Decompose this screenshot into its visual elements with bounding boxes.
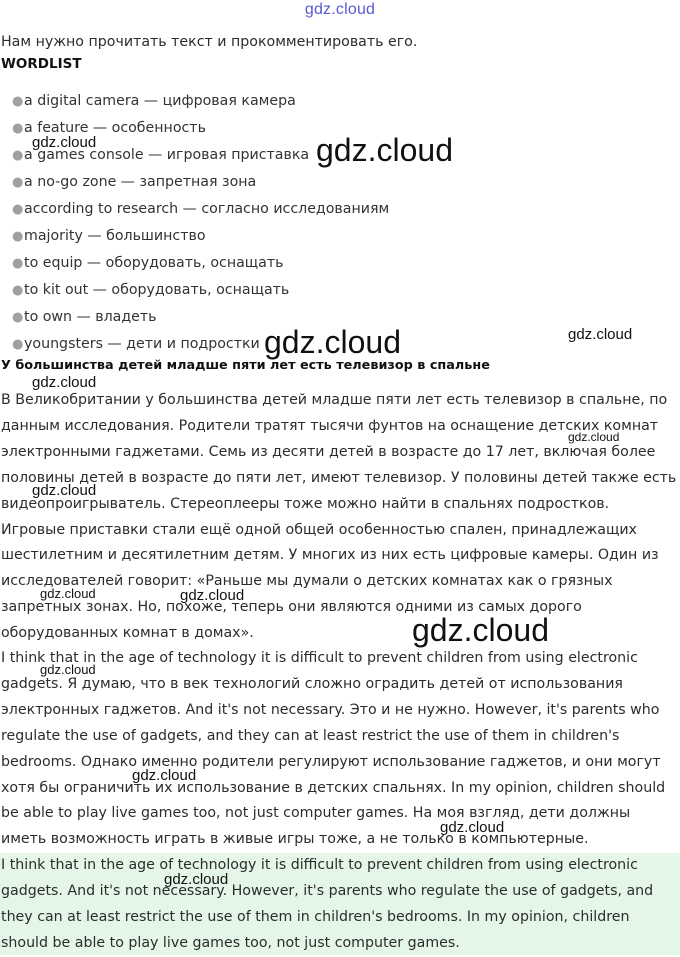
watermark: gdz.cloud — [164, 871, 229, 888]
wordlist-item — [12, 250, 389, 277]
wordlist-item — [12, 331, 389, 358]
wordlist-item-text: a digital camera — цифровая камера — [24, 93, 296, 109]
watermark: gdz.cloud — [132, 767, 197, 784]
watermark: gdz.cloud — [32, 374, 97, 391]
wordlist-item-text: youngsters — дети и подростки — [24, 336, 260, 352]
bullet-icon: ● — [12, 337, 24, 352]
watermark: gdz.cloud — [440, 819, 505, 836]
paragraph-answer: I think that in the age of technology it is difficult to prevent children from using electronic gadgets. And it's not necessary. However, it's parents who regulate the use of gadgets, and they can at least restrict the use of them in children's bedrooms. In my opinion, children should be able to play live games too, not just computer games. — [1, 857, 654, 951]
bullet-icon: ● — [12, 283, 24, 298]
wordlist-item-text: a feature — особенность — [24, 120, 206, 136]
bullet-icon: ● — [12, 94, 24, 109]
wordlist-item — [12, 142, 389, 169]
bullet-icon: ● — [12, 310, 24, 325]
watermark: gdz.cloud — [264, 324, 401, 360]
wordlist — [12, 88, 389, 358]
watermark: gdz.cloud — [316, 132, 453, 168]
wordlist-item-text: a games console — игровая приставка — [24, 147, 310, 163]
wordlist-item-text: to own — владеть — [24, 309, 157, 325]
bullet-icon: ● — [12, 175, 24, 190]
bullet-icon: ● — [12, 202, 24, 217]
watermark: gdz.cloud — [180, 587, 245, 604]
wordlist-item — [12, 196, 389, 223]
bullet-icon: ● — [12, 229, 24, 244]
wordlist-item — [12, 223, 389, 250]
watermark: gdz.cloud — [32, 134, 97, 151]
watermark: gdz.cloud — [568, 430, 620, 444]
wordlist-item — [12, 115, 389, 142]
wordlist-item — [12, 277, 389, 304]
paragraph-russian: В Великобритании у большинства детей младше пяти лет есть телевизор в спальне, по данным исследования. Родители тратят тысячи фунтов на оснащение детских комнат электронными гаджетами. Семь из десяти детей в возрасте до 17 лет, включая более половины детей в возрасте до пяти лет, имеют телевизор. У половины детей также есть видеопроигрыватель. Стереоплееры тоже можно найти в спальнях подростков. Игровые приставки стали ещё одной общей особенностью спален, принадлежащих шестилетним и десятилетним детям. У многих из них есть цифровые камеры. Один из исследователей говорит: «Раньше мы думали о детских комнатах как о грязных запретных зонах. Но, похоже, теперь они являются одними из самых дорого оборудованных комнат в домах». — [1, 392, 677, 642]
wordlist-item — [12, 88, 389, 115]
watermark: gdz.cloud — [40, 662, 96, 677]
bullet-icon: ● — [12, 148, 24, 163]
section-heading: У большинства детей младше пяти лет есть телевизор в спальне — [1, 358, 490, 373]
wordlist-item — [12, 304, 389, 331]
watermark: gdz.cloud — [412, 612, 549, 648]
intro-text: Нам нужно прочитать текст и прокомментировать его. — [1, 34, 418, 50]
paragraph-bilingual: I think that in the age of technology it is difficult to prevent children from using electronic gadgets. Я думаю, что в век технологий сложно оградить детей от использования электронных гаджетов. And it's not necessary. Это и не нужно. However, it's parents who regulate the use of gadgets, and they can at least restrict the use of them in children's bedrooms. Однако именно родители регулируют использование гаджетов, и они могут хотя бы ограничить их использование в детских спальнях. In my opinion, children should be able to play live games too, not just computer games. На моя взгляд, дети должны иметь возможность играть в живые игры тоже, а не только в компьютерные. — [1, 650, 666, 848]
bullet-icon: ● — [12, 256, 24, 271]
wordlist-item-text: to equip — оборудовать, оснащать — [24, 255, 284, 271]
watermark: gdz.cloud — [32, 482, 97, 499]
watermark: gdz.cloud — [568, 326, 633, 343]
bullet-icon: ● — [12, 121, 24, 136]
wordlist-item-text: according to research — согласно исследованиям — [24, 201, 390, 217]
wordlist-item-text: a no-go zone — запретная зона — [24, 174, 257, 190]
site-logo-link[interactable]: gdz.cloud — [304, 1, 376, 18]
wordlist-item — [12, 169, 389, 196]
wordlist-item-text: majority — большинство — [24, 228, 206, 244]
watermark: gdz.cloud — [40, 586, 96, 601]
wordlist-title: WORDLIST — [1, 56, 82, 72]
wordlist-item-text: to kit out — оборудовать, оснащать — [24, 282, 290, 298]
